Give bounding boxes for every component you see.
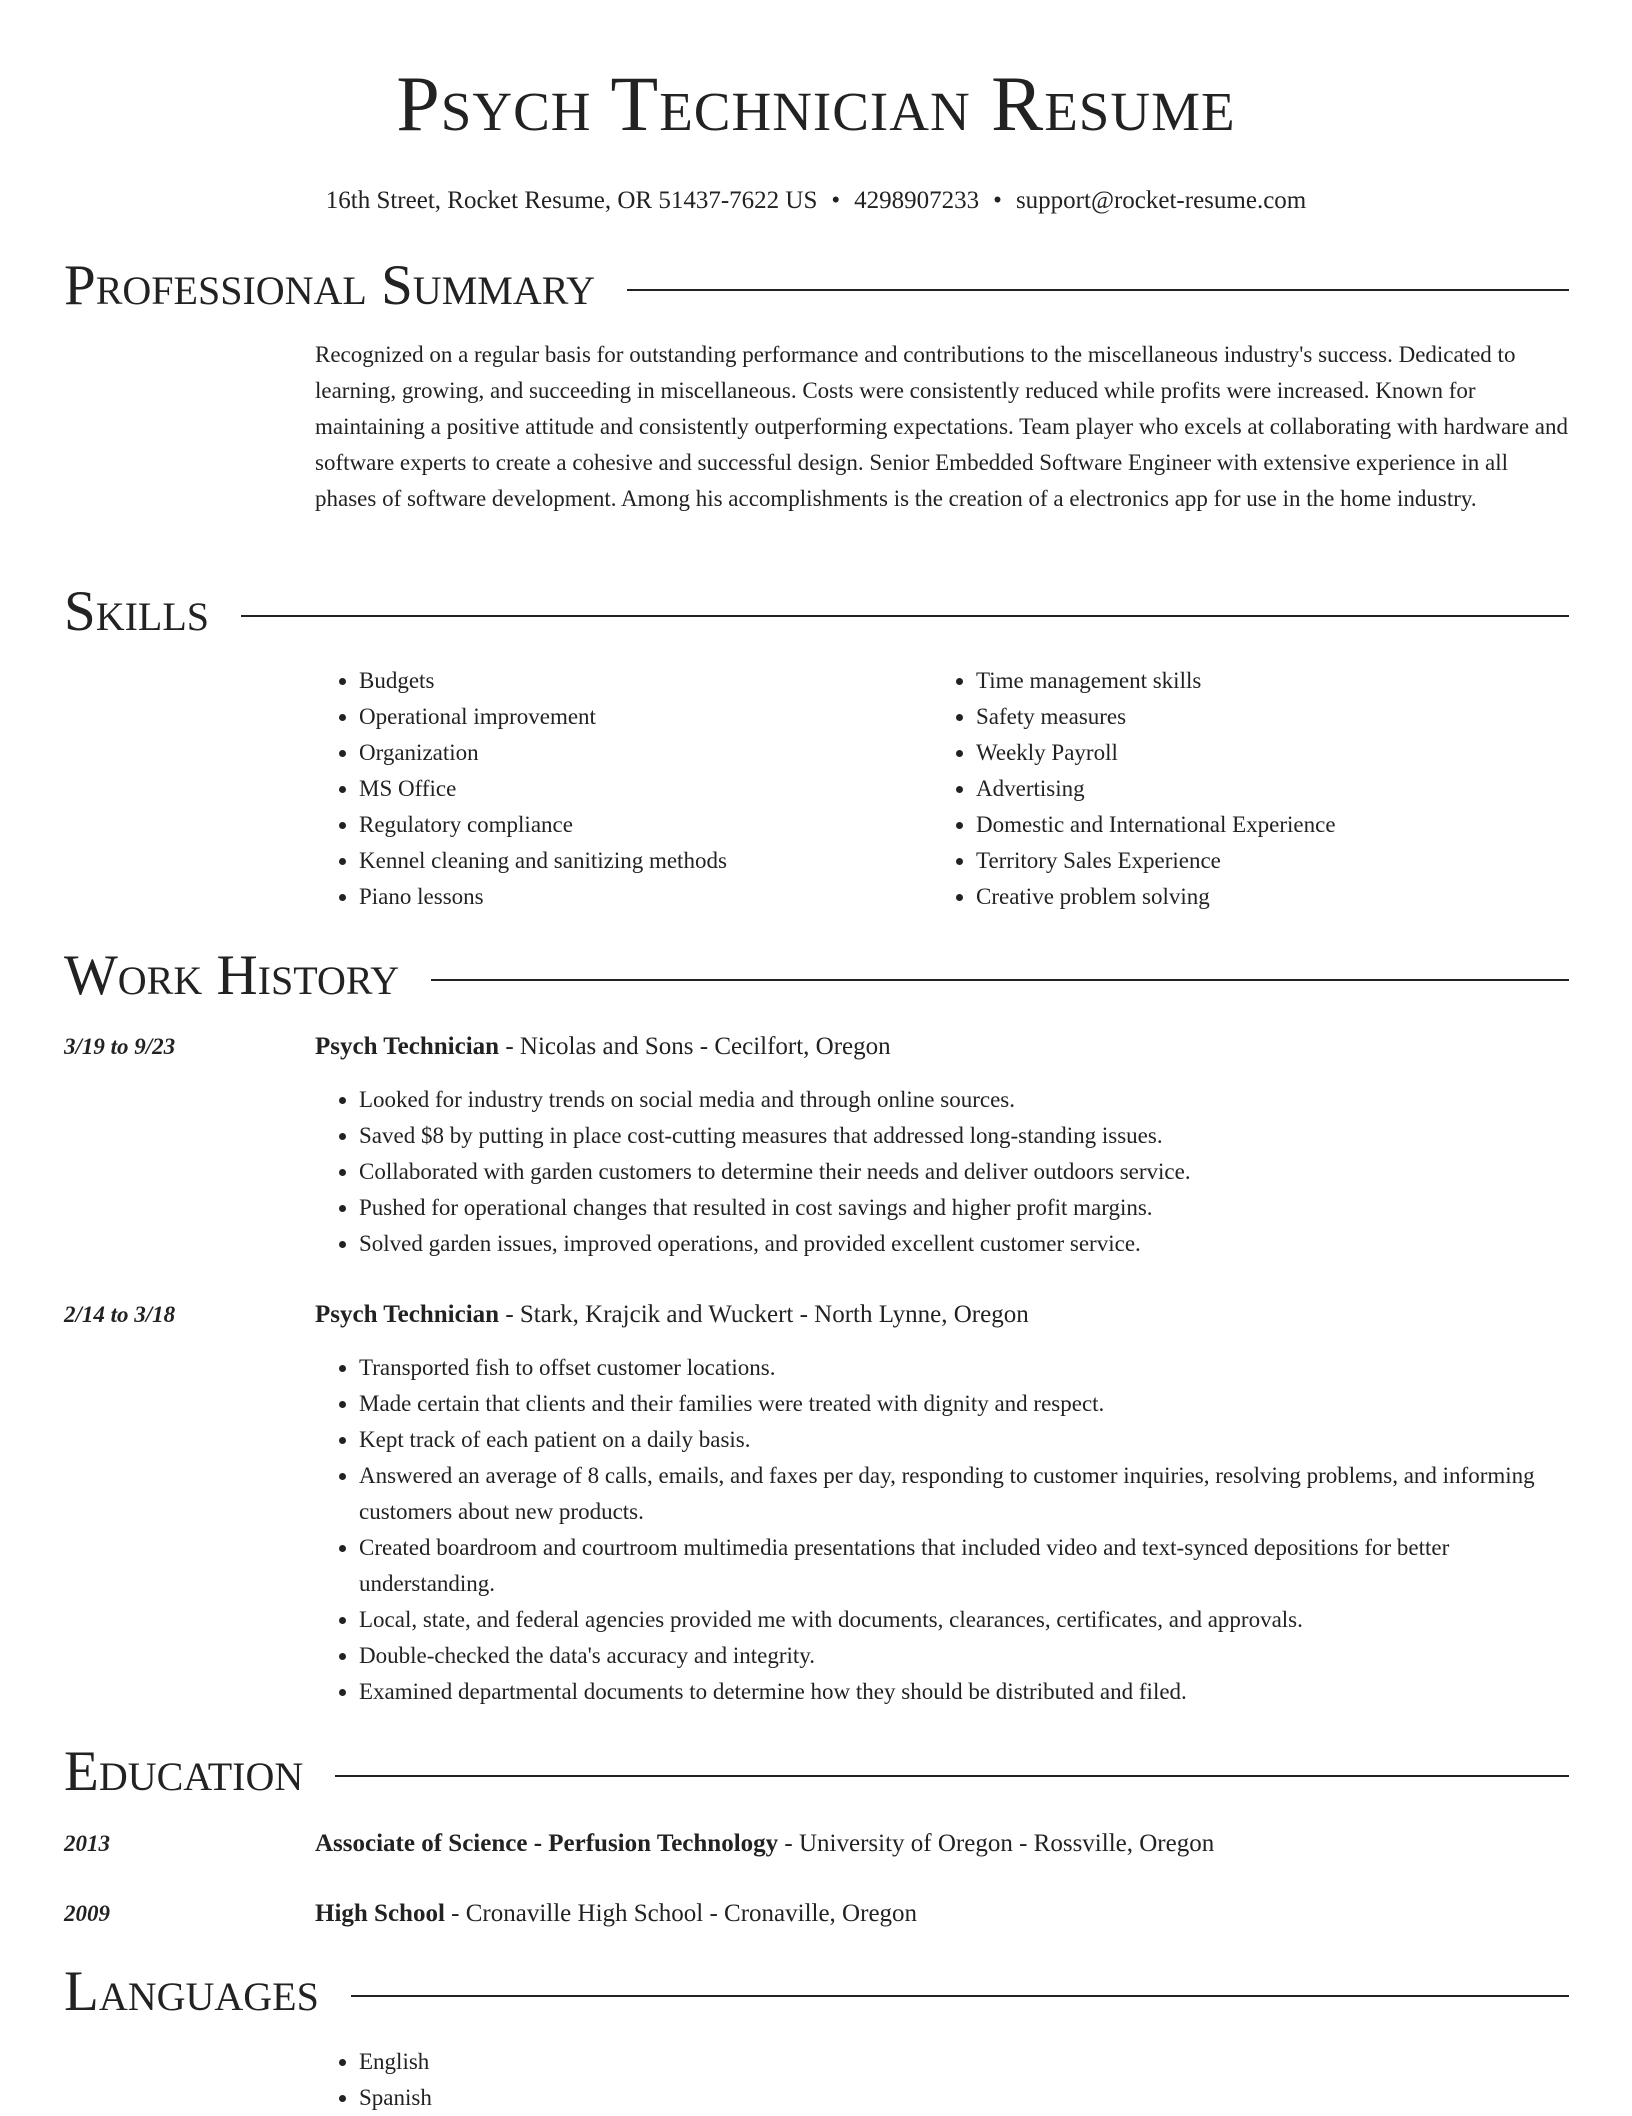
contact-separator: • (993, 187, 1002, 214)
work-section-header (64, 946, 1569, 1006)
skill-item: • Organization (359, 735, 875, 771)
language-item: • Spanish (359, 2080, 1571, 2116)
job-bullet: • Solved garden issues, improved operations, and provided excellent customer service. (359, 1226, 1571, 1262)
education-entry (315, 1826, 1571, 1862)
job-bullet: • Pushed for operational changes that resulted in cost savings and higher profit margins. (359, 1190, 1571, 1226)
job-heading (315, 1029, 1571, 1065)
education-degree: High School (315, 1900, 445, 1927)
job-role: Psych Technician (315, 1301, 500, 1328)
job-bullet: • Saved $8 by putting in place cost-cutting measures that addressed long-standing issues. (359, 1118, 1571, 1154)
job-bullets (315, 1350, 1571, 1710)
job-bullets (315, 1082, 1571, 1262)
section-divider (431, 979, 1569, 981)
section-title-education: Education (64, 1740, 304, 1803)
languages-section-header (64, 1962, 1569, 2022)
contact-separator: • (831, 187, 841, 214)
education-details: - University of Oregon - Rossville, Oregon (778, 1830, 1215, 1857)
job-dates: 2/14 to 3/18 (64, 1302, 176, 1327)
skills-list-right (932, 663, 1492, 915)
education-details: - Cronaville High School - Cronaville, Oregon (444, 1900, 918, 1927)
job-details: - Nicolas and Sons - Cecilfort, Oregon (499, 1033, 891, 1060)
job-heading (315, 1297, 1571, 1333)
summary-text: Recognized on a regular basis for outstanding performance and contributions to the miscellaneous industry's success. Dedicated to learning, growing, and succeeding in miscellaneous. Costs were consistently reduced while profits were increased. Known for maintaining a positive attitude and consistently outperforming expectations. Team player who excels at collaborating with hardware and software experts to create a cohesive and successful design. Senior Embedded Software Engineer with extensive experience in all phases of software development. Among his accomplishments is the creation of a electronics app for use in the home industry. (315, 342, 1569, 511)
skill-item: • Operational improvement (359, 699, 875, 735)
job-bullet: • Answered an average of 8 calls, emails, and faxes per day, responding to customer inquiries, resolving problems, and informing customers about new products. (359, 1458, 1571, 1530)
job-bullet: • Double-checked the data's accuracy and integrity. (359, 1638, 1571, 1674)
job-dates: 3/19 to 9/23 (64, 1034, 176, 1059)
job-bullet: • Collaborated with garden customers to determine their needs and deliver outdoors service. (359, 1154, 1571, 1190)
section-divider (627, 289, 1569, 291)
education-section-header (64, 1742, 1569, 1802)
skill-item: • Budgets (359, 663, 875, 699)
section-divider (335, 1775, 1569, 1777)
job-bullet: • Transported fish to offset customer locations. (359, 1350, 1571, 1386)
job-bullet: • Local, state, and federal agencies provided me with documents, clearances, certificates, and approvals. (359, 1602, 1571, 1638)
resume-title: Psych Technician Resume (396, 60, 1236, 147)
language-item: • English (359, 2044, 1571, 2080)
job-bullet: • Made certain that clients and their families were treated with dignity and respect. (359, 1386, 1571, 1422)
contact-phone: 4298907233 (854, 187, 980, 214)
section-divider (351, 1995, 1569, 1997)
job-bullet: • Kept track of each patient on a daily basis. (359, 1422, 1571, 1458)
skill-item: • Creative problem solving (976, 879, 1492, 915)
skill-item: • Advertising (976, 771, 1492, 807)
section-title-skills: Skills (64, 580, 210, 643)
job-role: Psych Technician (315, 1033, 500, 1060)
skill-item: • Territory Sales Experience (976, 843, 1492, 879)
education-degree: Associate of Science - Perfusion Technology (315, 1830, 779, 1857)
skill-item: • Domestic and International Experience (976, 807, 1492, 843)
skill-item: • Weekly Payroll (976, 735, 1492, 771)
job-details: - Stark, Krajcik and Wuckert - North Lynne, Oregon (499, 1301, 1029, 1328)
skill-item: • Regulatory compliance (359, 807, 875, 843)
skill-item: • Piano lessons (359, 879, 875, 915)
job-bullet: • Looked for industry trends on social media and through online sources. (359, 1082, 1571, 1118)
contact-address: 16th Street, Rocket Resume, OR 51437-7622 US (325, 187, 818, 214)
skill-item: • Safety measures (976, 699, 1492, 735)
section-title-languages: Languages (64, 1960, 319, 2023)
education-year: 2009 (64, 1901, 110, 1926)
summary-section-header (64, 256, 1569, 316)
education-entry (315, 1896, 1571, 1932)
section-title-summary: Professional Summary (64, 254, 596, 317)
section-divider (241, 615, 1569, 617)
skill-item: • Kennel cleaning and sanitizing methods (359, 843, 875, 879)
contact-email: support@rocket-resume.com (1015, 187, 1307, 214)
skills-list-left (315, 663, 875, 915)
skill-item: • Time management skills (976, 663, 1492, 699)
skills-section-header (64, 582, 1569, 642)
education-year: 2013 (64, 1831, 110, 1856)
skill-item: • MS Office (359, 771, 875, 807)
languages-list (315, 2044, 1571, 2116)
contact-line (0, 186, 1632, 216)
section-title-work: Work History (64, 944, 400, 1007)
job-bullet: • Examined departmental documents to determine how they should be distributed and filed. (359, 1674, 1571, 1710)
job-bullet: • Created boardroom and courtroom multimedia presentations that included video and text-synced depositions for better understanding. (359, 1530, 1571, 1602)
resume-header (0, 58, 1632, 216)
